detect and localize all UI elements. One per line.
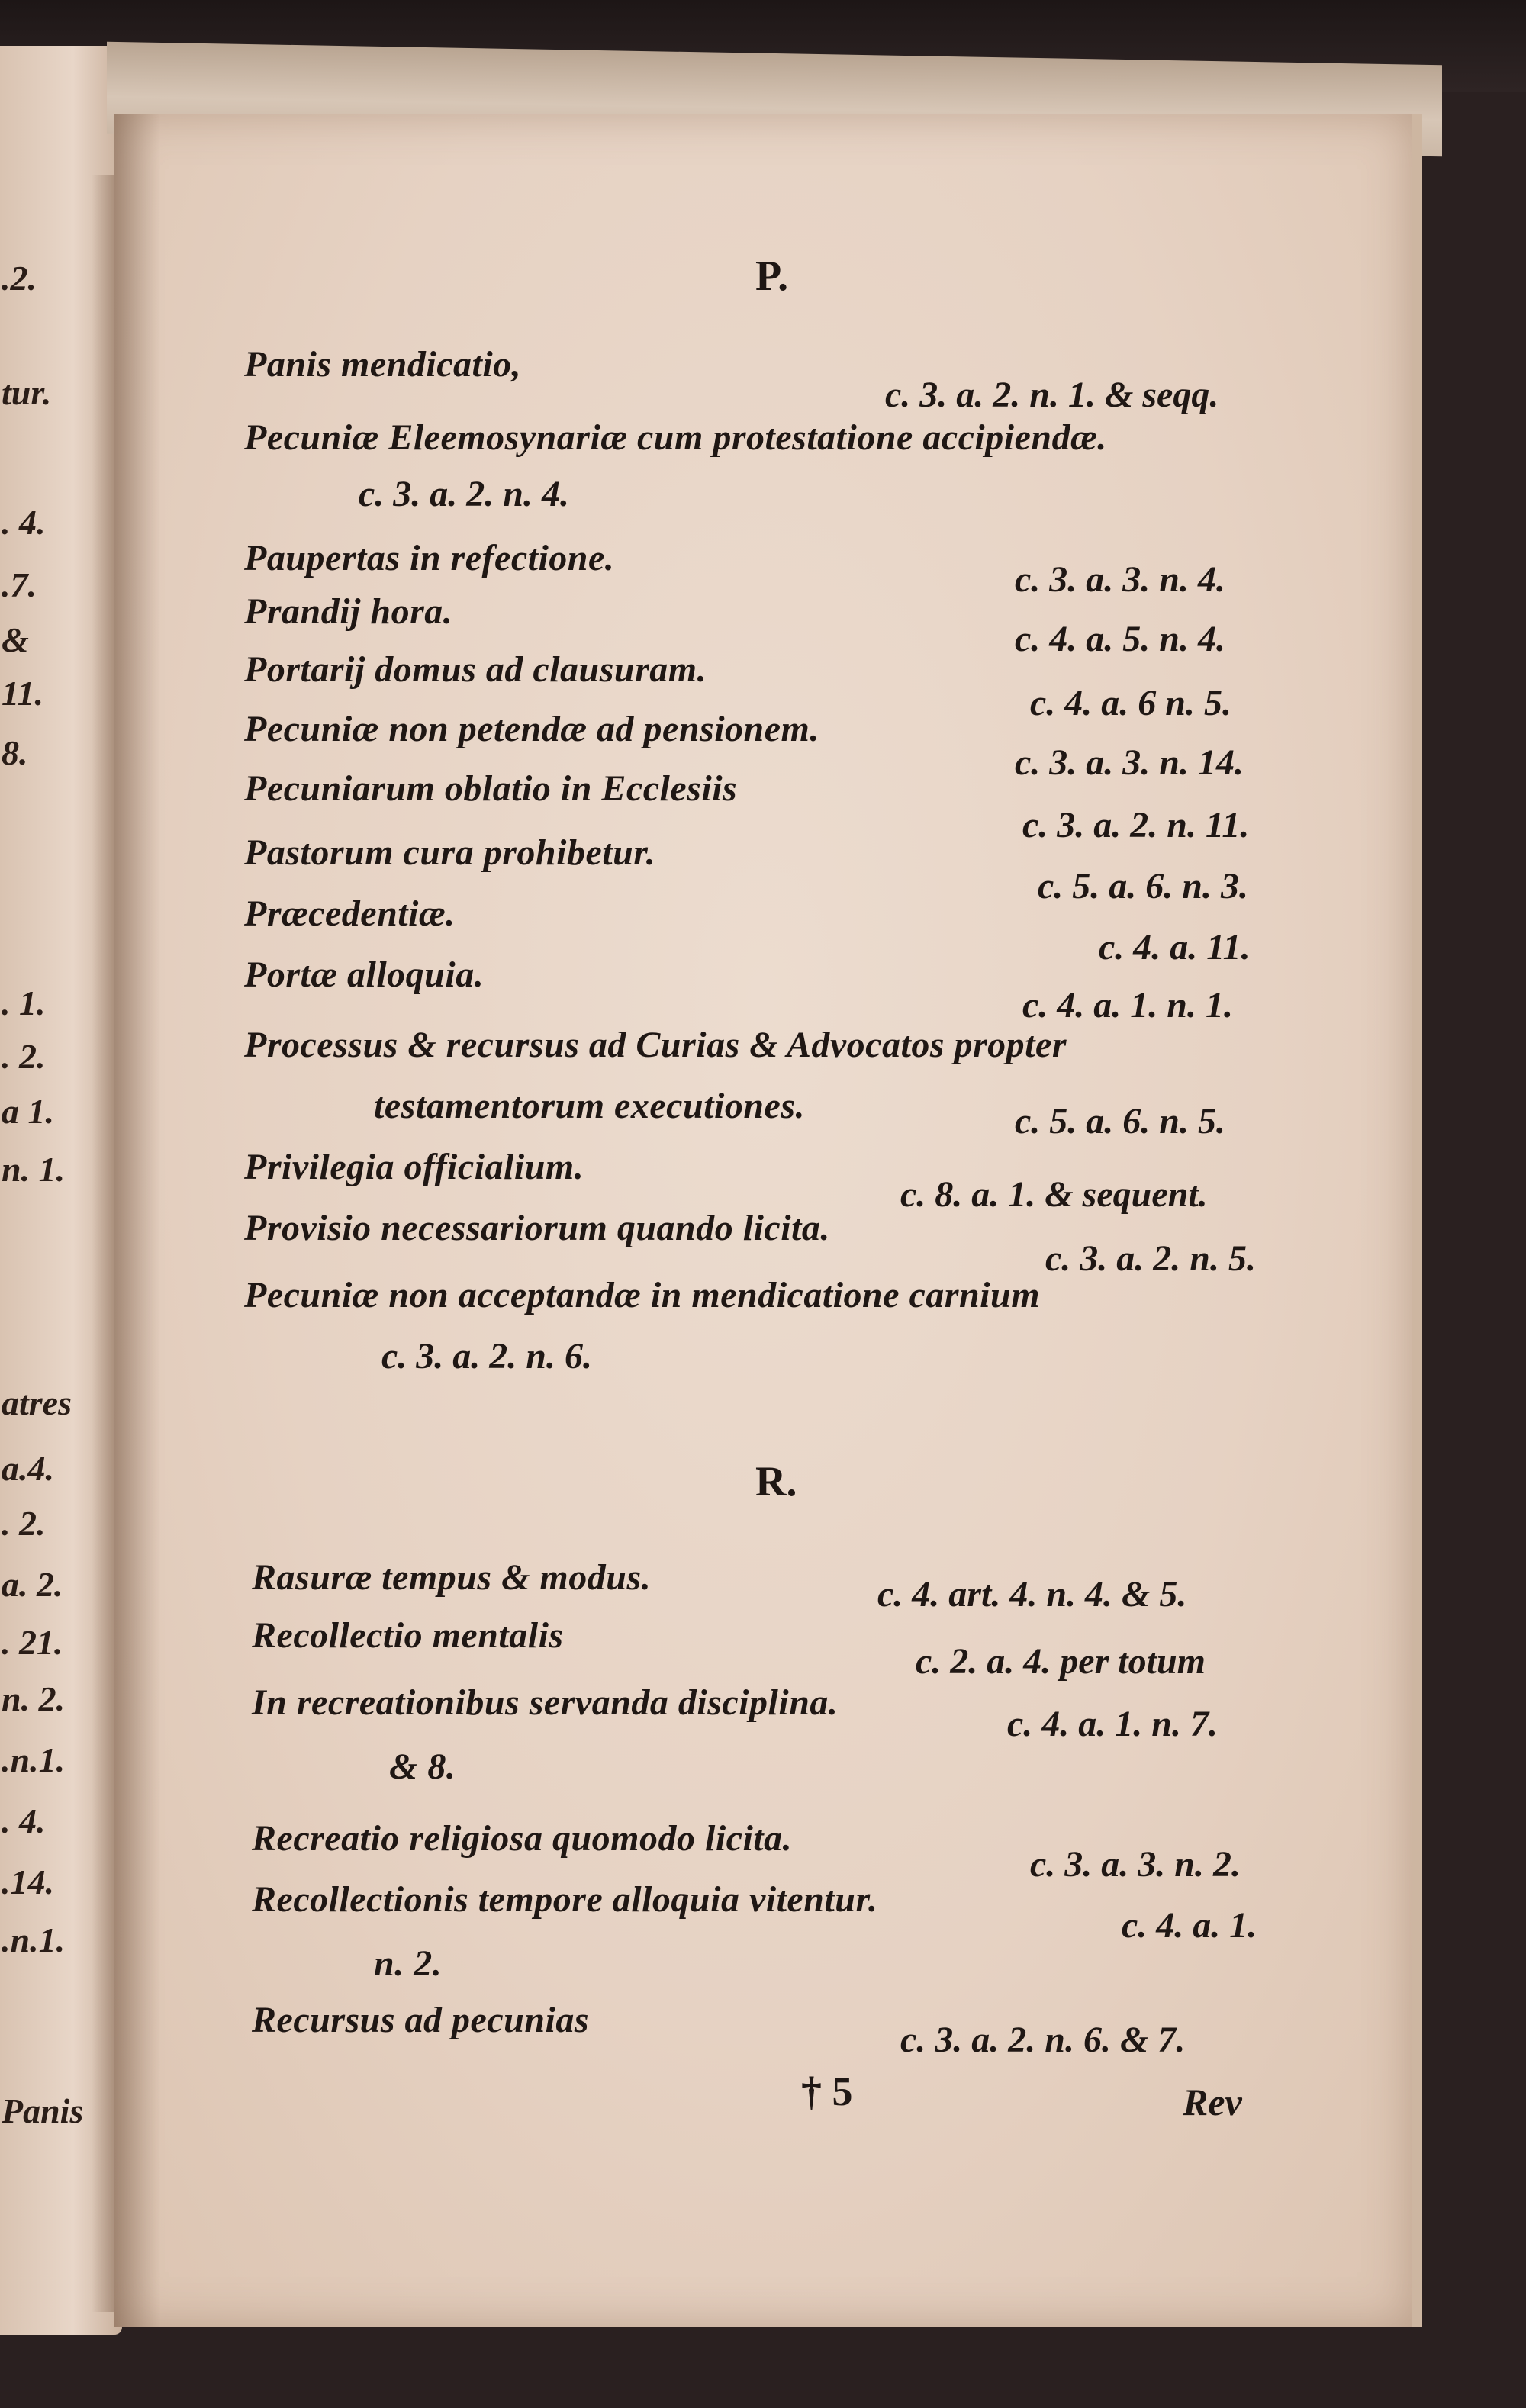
left-fragment: atres	[2, 1383, 72, 1422]
index-reference: c. 4. a. 1.	[1122, 1905, 1257, 1946]
section-heading-p: P.	[755, 253, 789, 300]
index-reference: c. 5. a. 6. n. 3.	[1038, 866, 1248, 906]
index-entry: Prandij hora.	[244, 591, 453, 632]
index-entry: Panis mendicatio,	[244, 344, 522, 385]
index-entry: In recreationibus servanda disciplina.	[252, 1682, 839, 1723]
index-entry: Recollectio mentalis	[252, 1615, 564, 1656]
index-reference: c. 3. a. 2. n. 1. & seqq.	[885, 375, 1219, 415]
index-reference: c. 8. a. 1. & sequent.	[900, 1174, 1208, 1215]
index-entry: Pastorum cura prohibetur.	[244, 832, 656, 873]
index-reference: c. 3. a. 2. n. 4.	[359, 474, 569, 514]
left-fragment: Panis	[2, 2091, 84, 2130]
left-fragment: 11.	[2, 674, 43, 713]
left-fragment: . 2.	[2, 1504, 46, 1543]
facing-page-left	[0, 46, 122, 2335]
index-entry: Paupertas in refectione.	[244, 538, 615, 578]
index-reference: c. 3. a. 3. n. 4.	[1015, 559, 1225, 600]
left-fragment: .2.	[2, 259, 37, 298]
left-fragment: tur.	[2, 373, 52, 412]
index-entry: Pecuniarum oblatio in Ecclesiis	[244, 768, 738, 809]
index-reference: c. 3. a. 3. n. 14.	[1015, 742, 1244, 783]
left-fragment: . 21.	[2, 1623, 63, 1662]
left-fragment: &	[2, 620, 29, 659]
index-entry: Processus & recursus ad Curias & Advocatos propter	[244, 1025, 1067, 1065]
index-entry-continuation: testamentorum executiones.	[374, 1086, 805, 1126]
left-fragment: .n.1.	[2, 1740, 66, 1779]
index-entry-continuation: n. 2.	[374, 1943, 443, 1984]
index-entry-continuation: & 8.	[389, 1746, 456, 1787]
index-entry: Provisio necessariorum quando licita.	[244, 1208, 830, 1248]
index-reference: c. 3. a. 3. n. 2.	[1030, 1844, 1241, 1885]
signature-mark: † 5	[801, 2068, 853, 2114]
index-reference: c. 4. a. 1. n. 1.	[1022, 985, 1233, 1025]
index-entry: Pecuniæ Eleemosynariæ cum protestatione accipiendæ.	[244, 417, 1107, 458]
index-entry: Portæ alloquia.	[244, 955, 485, 995]
index-reference: c. 3. a. 2. n. 5.	[1045, 1238, 1256, 1279]
index-entry: Pecuniæ non acceptandæ in mendicatione carnium	[244, 1275, 1041, 1315]
index-reference: c. 3. a. 2. n. 11.	[1022, 805, 1250, 845]
section-heading-r: R.	[755, 1458, 797, 1505]
index-entry: Rasuræ tempus & modus.	[252, 1557, 652, 1598]
index-entry: Portarij domus ad clausuram.	[244, 649, 707, 690]
index-reference: c. 4. art. 4. n. 4. & 5.	[877, 1574, 1187, 1614]
left-fragment: a. 2.	[2, 1565, 63, 1604]
left-fragment: . 4.	[2, 1801, 46, 1840]
index-entry: Pecuniæ non petendæ ad pensionem.	[244, 709, 819, 749]
index-reference: c. 4. a. 6 n. 5.	[1030, 683, 1231, 723]
left-fragment: n. 2.	[2, 1679, 66, 1718]
index-reference: c. 4. a. 11.	[1099, 927, 1251, 967]
left-fragment: .7.	[2, 565, 37, 604]
left-fragment: . 1.	[2, 983, 46, 1022]
left-fragment: . 2.	[2, 1037, 46, 1076]
catchword: Rev	[1183, 2081, 1242, 2123]
left-fragment: a 1.	[2, 1092, 54, 1131]
index-page	[114, 114, 1422, 2327]
gutter-shadow	[114, 114, 160, 2327]
index-reference: c. 3. a. 2. n. 6.	[382, 1336, 592, 1376]
index-reference: c. 4. a. 5. n. 4.	[1015, 619, 1225, 659]
left-fragment: n. 1.	[2, 1150, 66, 1189]
index-entry: Privilegia officialium.	[244, 1147, 584, 1187]
left-fragment: .14.	[2, 1862, 54, 1901]
index-entry: Recursus ad pecunias	[252, 2000, 590, 2040]
index-entry: Recollectionis tempore alloquia vitentur.	[252, 1879, 878, 1920]
left-fragment: a.4.	[2, 1449, 54, 1488]
left-fragment: . 4.	[2, 503, 46, 542]
left-fragment: .n.1.	[2, 1920, 66, 1959]
index-entry: Recreatio religiosa quomodo licita.	[252, 1818, 793, 1859]
index-reference: c. 4. a. 1. n. 7.	[1007, 1704, 1218, 1744]
index-reference: c. 2. a. 4. per totum	[916, 1641, 1206, 1682]
index-entry: Præcedentiæ.	[244, 893, 456, 934]
left-fragment: 8.	[2, 733, 28, 772]
index-reference: c. 5. a. 6. n. 5.	[1015, 1101, 1225, 1141]
index-reference: c. 3. a. 2. n. 6. & 7.	[900, 2020, 1186, 2060]
